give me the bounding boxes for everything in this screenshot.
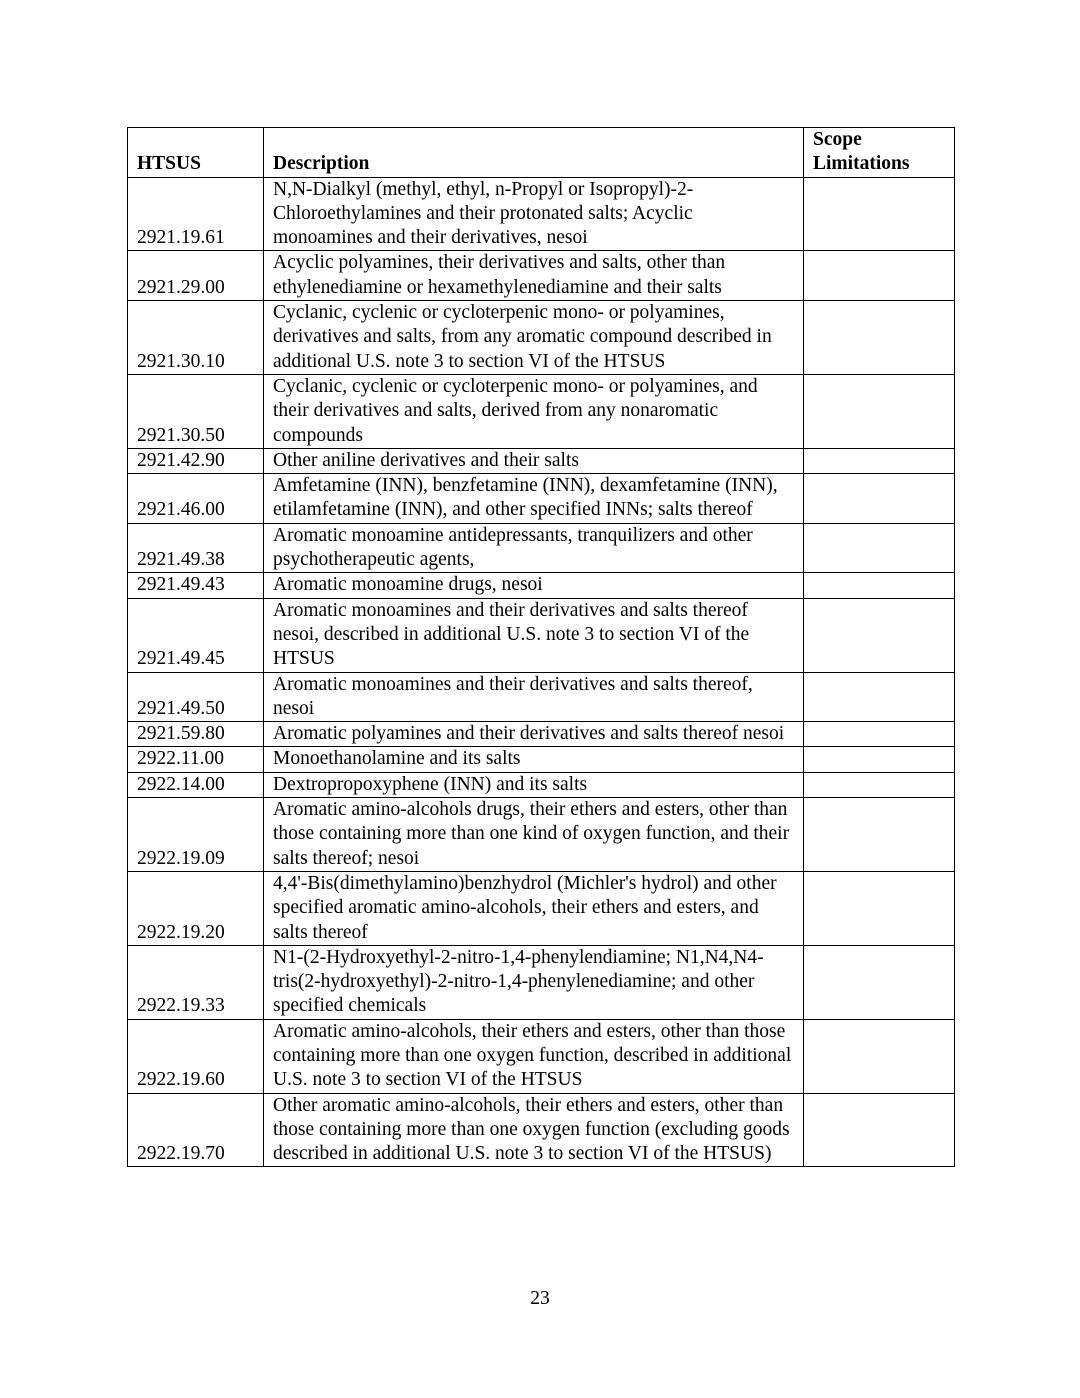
scope-limitations-cell: [804, 177, 955, 251]
htsus-code-cell: 2921.19.61: [128, 177, 264, 251]
table-row: [128, 722, 955, 747]
description-cell: 4,4'-Bis(dimethylamino)benzhydrol (Michler's hydrol) and other specified aromatic amino-alcohols, their ethers and esters, and salts thereof: [264, 871, 804, 945]
table-row: [128, 573, 955, 598]
scope-limitations-cell: [804, 598, 955, 672]
scope-limitations-cell: [804, 374, 955, 448]
description-cell: Aromatic amino-alcohols, their ethers and esters, other than those containing more than one oxygen function, described in additional U.S. note 3 to section VI of the HTSUS: [264, 1019, 804, 1093]
table-row: [128, 1093, 955, 1167]
description-cell: Dextropropoxyphene (INN) and its salts: [264, 772, 804, 797]
htsus-code-cell: 2921.42.90: [128, 448, 264, 473]
htsus-code-cell: 2921.49.43: [128, 573, 264, 598]
scope-limitations-cell: [804, 722, 955, 747]
htsus-code-cell: 2921.49.45: [128, 598, 264, 672]
description-cell: Other aromatic amino-alcohols, their ethers and esters, other than those containing more than one oxygen function (excluding goods described in additional U.S. note 3 to section VI of the HTSUS): [264, 1093, 804, 1167]
description-cell: Other aniline derivatives and their salts: [264, 448, 804, 473]
htsus-code-cell: 2921.59.80: [128, 722, 264, 747]
htsus-code-cell: 2921.30.50: [128, 374, 264, 448]
description-cell: Monoethanolamine and its salts: [264, 747, 804, 772]
description-cell: Aromatic monoamine drugs, nesoi: [264, 573, 804, 598]
scope-limitations-cell: [804, 772, 955, 797]
table-body: [128, 177, 955, 1167]
description-cell: Aromatic polyamines and their derivatives and salts thereof nesoi: [264, 722, 804, 747]
table-row: [128, 177, 955, 251]
table-row: [128, 523, 955, 573]
table-row: [128, 374, 955, 448]
table-row: [128, 871, 955, 945]
htsus-code-cell: 2922.19.09: [128, 798, 264, 872]
htsus-code-cell: 2922.19.60: [128, 1019, 264, 1093]
scope-limitations-cell: [804, 747, 955, 772]
scope-limitations-cell: [804, 1093, 955, 1167]
scope-limitations-cell: [804, 301, 955, 375]
htsus-code-cell: 2921.49.50: [128, 672, 264, 722]
description-cell: Aromatic amino-alcohols drugs, their ethers and esters, other than those containing more than one kind of oxygen function, and their salts thereof; nesoi: [264, 798, 804, 872]
description-cell: Cyclanic, cyclenic or cycloterpenic mono- or polyamines, and their derivatives and salts, derived from any nonaromatic compounds: [264, 374, 804, 448]
description-cell: Cyclanic, cyclenic or cycloterpenic mono- or polyamines, derivatives and salts, from any aromatic compound described in additional U.S. note 3 to section VI of the HTSUS: [264, 301, 804, 375]
scope-limitations-cell: [804, 448, 955, 473]
table-row: [128, 448, 955, 473]
scope-limitations-cell: [804, 798, 955, 872]
table-row: [128, 1019, 955, 1093]
table-row: [128, 747, 955, 772]
table-row: [128, 772, 955, 797]
htsus-table: [127, 127, 955, 1167]
scope-limitations-cell: [804, 251, 955, 301]
description-cell: Aromatic monoamines and their derivatives and salts thereof, nesoi: [264, 672, 804, 722]
htsus-code-cell: 2921.49.38: [128, 523, 264, 573]
header-description: Description: [264, 128, 804, 178]
table-row: [128, 672, 955, 722]
scope-limitations-cell: [804, 1019, 955, 1093]
description-cell: Aromatic monoamines and their derivatives and salts thereof nesoi, described in additional U.S. note 3 to section VI of the HTSUS: [264, 598, 804, 672]
page-number: 23: [530, 1288, 550, 1309]
table-row: [128, 251, 955, 301]
description-cell: Acyclic polyamines, their derivatives and salts, other than ethylenediamine or hexamethylenediamine and their salts: [264, 251, 804, 301]
htsus-code-cell: 2922.19.70: [128, 1093, 264, 1167]
scope-limitations-cell: [804, 573, 955, 598]
description-cell: Amfetamine (INN), benzfetamine (INN), dexamfetamine (INN), etilamfetamine (INN), and other specified INNs; salts thereof: [264, 474, 804, 524]
table-row: [128, 301, 955, 375]
header-scope-line1: Scope: [813, 129, 862, 150]
scope-limitations-cell: [804, 523, 955, 573]
table-row: [128, 598, 955, 672]
scope-limitations-cell: [804, 945, 955, 1019]
htsus-code-cell: 2922.14.00: [128, 772, 264, 797]
scope-limitations-cell: [804, 672, 955, 722]
description-cell: N1-(2-Hydroxyethyl-2-nitro-1,4-phenylendiamine; N1,N4,N4-tris(2-hydroxyethyl)-2-nitro-1,4-phenylenediamine; and other specified chemicals: [264, 945, 804, 1019]
htsus-code-cell: 2921.30.10: [128, 301, 264, 375]
scope-limitations-cell: [804, 474, 955, 524]
description-cell: N,N-Dialkyl (methyl, ethyl, n-Propyl or Isopropyl)-2-Chloroethylamines and their protonated salts; Acyclic monoamines and their derivatives, nesoi: [264, 177, 804, 251]
htsus-code-cell: 2921.29.00: [128, 251, 264, 301]
table-row: [128, 474, 955, 524]
header-htsus: HTSUS: [128, 128, 264, 178]
table-row: [128, 945, 955, 1019]
htsus-code-cell: 2921.46.00: [128, 474, 264, 524]
header-row: [128, 128, 955, 178]
scope-limitations-cell: [804, 871, 955, 945]
htsus-code-cell: 2922.19.33: [128, 945, 264, 1019]
header-scope-limitations: [804, 128, 955, 178]
description-cell: Aromatic monoamine antidepressants, tranquilizers and other psychotherapeutic agents,: [264, 523, 804, 573]
header-scope-line2: Limitations: [813, 153, 910, 175]
htsus-code-cell: 2922.19.20: [128, 871, 264, 945]
htsus-code-cell: 2922.11.00: [128, 747, 264, 772]
table-row: [128, 798, 955, 872]
